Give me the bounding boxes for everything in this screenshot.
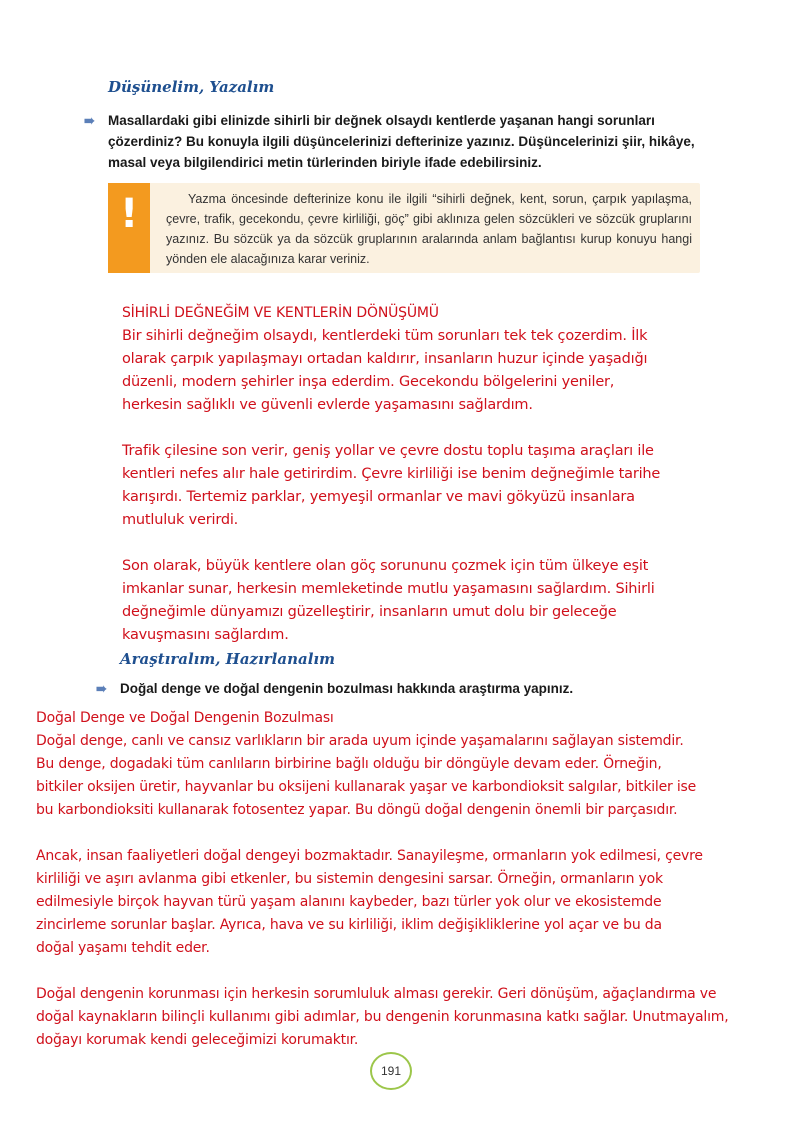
exclamation-icon: ! [120,191,139,237]
essay-paragraph-2: Trafik çilesine son verir, geniş yollar ve çevre dostu toplu taşıma araçları ile kentleri nefes alır hale getirirdim. Çevre kirliliği ise benim değneğimle tarihe karışırdı. Tertemiz parklar, yemyeşil ormanlar ve mavi gökyüzü insanlara mutluluk verirdi. [122,443,661,528]
page-number: 191 [370,1052,412,1090]
answer-essay [122,302,712,647]
research-paragraph-1: Doğal denge, canlı ve cansız varlıkların bir arada uyum içinde yaşamalarını sağlayan sistemdir. Bu denge, dogadaki tüm canlıların birbirine bağlı olduğu bir döngüyle devam eder. Örneğin, bitkiler oksijen üretir, hayvanlar bu oksijeni kullanarak yaşar ve karbondioksit salgılar, bitkiler ise bu karbondioksiti kullanarak fotosentez yapar. Bu döngü doğal dengenin önemli bir parçasıdır. [36,733,697,818]
tip-box [108,183,700,273]
writing-task-text: Masallardaki gibi elinizde sihirli bir değnek olsaydı kentlerde yaşanan hangi sorunları çözerdiniz? Bu konuyla ilgili düşüncelerinizi defterinize yazınız. Düşüncelerinizi şiir, hikâye, masal veya bilgilendirici metin türlerinden biriyle ifade edebilirsiniz. [108,113,695,170]
section-heading-arastiralim: Araştıralım, Hazırlanalım [120,650,335,668]
writing-task [84,110,704,173]
research-task [96,678,716,699]
arrow-icon: ➠ [96,681,107,696]
arrow-icon: ➠ [84,113,95,128]
research-title: Doğal Denge ve Doğal Dengenin Bozulması [36,710,334,726]
research-task-text: Doğal denge ve doğal dengenin bozulması hakkında araştırma yapınız. [120,681,574,696]
research-answer [36,707,796,1052]
tip-bar [108,183,150,273]
research-paragraph-2: Ancak, insan faaliyetleri doğal dengeyi bozmaktadır. Sanayileşme, ormanların yok edilmesi, çevre kirliliği ve aşırı avlanma gibi etkenler, bu sistemin dengesini sarsar. Örneğin, ormanların yok edilmesiyle birçok hayvan türü yaşam alanını kaybeder, bazı türler yok olur ve ekosistemde zincirleme sorunlar başlar. Ayrıca, hava ve su kirliliği, iklim değişikliklerine yol açar ve bu da doğal yaşamı tehdit eder. [36,848,703,956]
essay-paragraph-1: Bir sihirli değneğim olsaydı, kentlerdeki tüm sorunları tek tek çozerdim. İlk olarak çarpık yapılaşmayı ortadan kaldırır, insanların huzur içinde yaşadığı düzenli, modern şehirler inşa ederdim. Gecekondu bölgelerini yeniler, herkesin sağlıklı ve güvenli evlerde yaşamasını sağlardım. [122,328,648,413]
section-heading-dusunelim: Düşünelim, Yazalım [108,78,275,96]
essay-title: SİHİRLİ DEĞNEĞİM VE KENTLERİN DÖNÜŞÜMÜ [122,305,439,321]
research-paragraph-3: Doğal dengenin korunması için herkesin sorumluluk alması gerekir. Geri dönüşüm, ağaçlandırma ve doğal kaynakların bilinçli kullanımı gibi adımlar, bu dengenin korunmasına katkı sağlar. Unutmayalım, doğayı korumak kendi geleceğimizi korumaktır. [36,986,729,1048]
essay-paragraph-3: Son olarak, büyük kentlere olan göç sorununu çozmek için tüm ülkeye eşit imkanlar sunar, herkesin memleketinde mutlu yaşamasını sağlardım. Sihirli değneğimle dünyamızı güzelleştirir, insanların umut dolu bir geleceğe kavuşmasını sağlardım. [122,558,655,643]
tip-text: Yazma öncesinde defterinize konu ile ilgili “sihirli değnek, kent, sorun, çarpık yapılaşma, çevre, trafik, gecekondu, çevre kirliliği, göç” gibi aklınıza gelen sözcükleri ve sözcük gruplarını yazınız. Bu sözcük ya da sözcük gruplarının aralarında anlam bağlantısı kurup konuyu hangi yönden ele alacağınıza karar veriniz. [166,192,692,266]
